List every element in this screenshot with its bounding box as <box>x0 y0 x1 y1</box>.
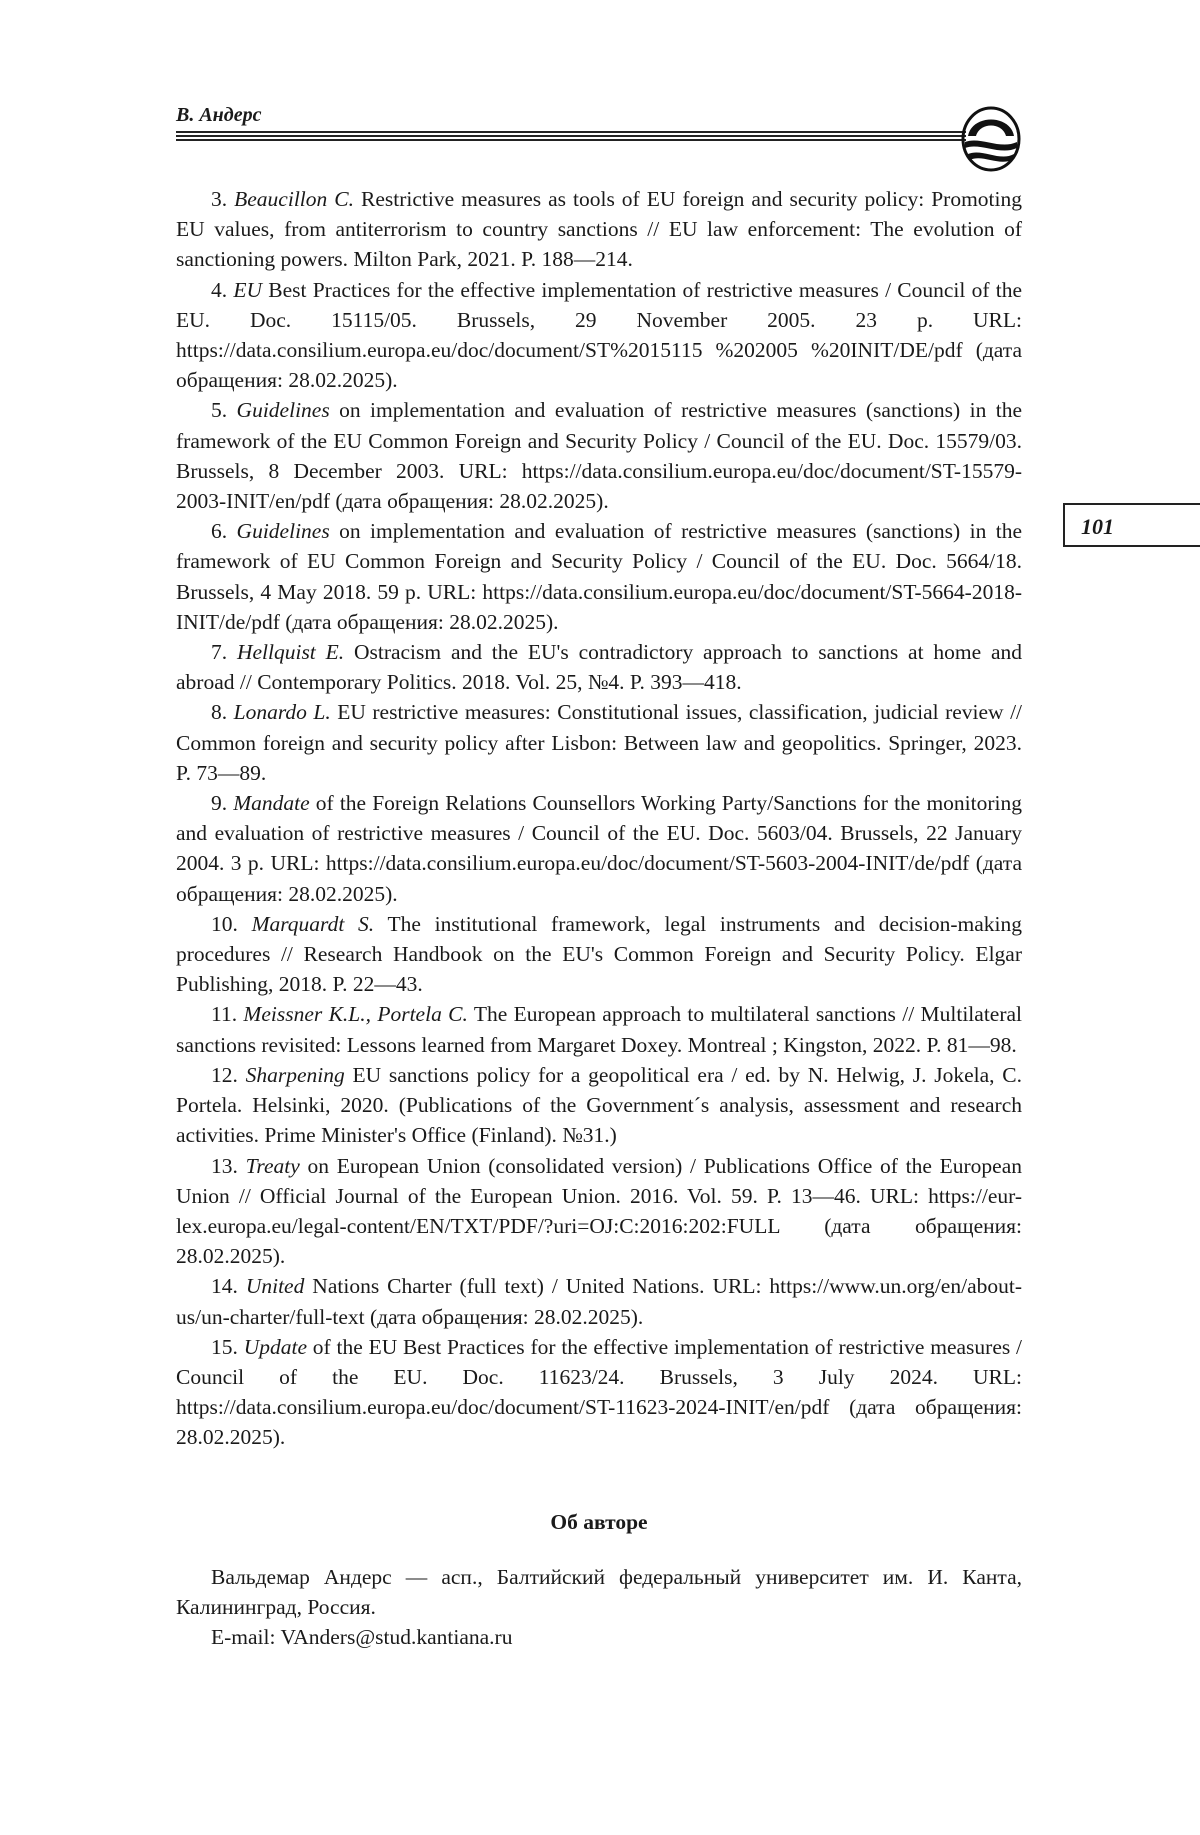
reference-item <box>176 395 1022 516</box>
reference-author: Lonardo L. <box>233 700 331 725</box>
about-author <box>176 1562 1022 1653</box>
reference-author: Hellquist E. <box>236 640 345 665</box>
reference-text: on implementation and evaluation of restrictive measures (sanctions) in the framework of EU Common Foreign and Security Policy / Council of the EU. Doc. 5664/18. Brussels, 4 May 2018. 59 p. URL: https://data.consilium.europa.eu/doc/document/ST-5664-2018-INIT/de/pdf (дата обращения: 28.02.2025). <box>176 519 1023 634</box>
reference-list <box>176 184 1022 1453</box>
reference-author: United <box>245 1274 305 1299</box>
reference-text: The European approach to multilateral sanctions // Multilateral sanctions revisited: Lessons learned from Margaret Doxey. Montreal ; Kingston, 2022. P. 81—98. <box>176 1002 1023 1057</box>
reference-item <box>176 788 1022 909</box>
reference-number: 3. <box>211 187 228 211</box>
reference-text: Nations Charter (full text) / United Nations. URL: https://www.un.org/en/about-us/un-charter/full-text (дата обращения: 28.02.2025). <box>176 1274 1023 1329</box>
reference-author: Beaucillon C. <box>234 187 354 211</box>
reference-author: EU <box>233 277 263 302</box>
reference-item <box>176 909 1022 1000</box>
author-email: E-mail: VAnders@stud.kantiana.ru <box>211 1625 513 1650</box>
reference-item <box>176 1151 1022 1272</box>
reference-item <box>176 637 1022 697</box>
reference-number: 8. <box>211 700 228 725</box>
reference-item <box>176 516 1022 637</box>
reference-number: 5. <box>211 398 228 423</box>
reference-number: 6. <box>211 519 228 544</box>
reference-text: Best Practices for the effective implementation of restrictive measures / Council of the EU. Doc. 15115/05. Brussels, 29 November 2005. 23 p. URL: https://data.consilium.europa.eu/doc/document/ST%2015115 %202005 %20INIT/DE/pdf (дата обращения: 28.02.2025). <box>176 277 1022 393</box>
reference-item <box>176 999 1022 1059</box>
reference-text: The institutional framework, legal instruments and decision-making procedures // Research Handbook on the EU's Common Foreign and Security Policy. Elgar Publishing, 2018. P. 22—43. <box>176 911 1023 997</box>
reference-text: of the Foreign Relations Counsellors Working Party/Sanctions for the monitoring and evaluation of restrictive measures / Council of the EU. Doc. 5603/04. Brussels, 22 January 2004. 3 p. URL: https://data.consilium.europa.eu/doc/document/ST-5603-2004-INIT/de/pdf (дата обращения: 28.02.2025). <box>176 791 1023 906</box>
about-author-heading: Об авторе <box>550 1510 648 1534</box>
reference-author: Update <box>243 1334 307 1359</box>
reference-author: Meissner K.L., Portela C. <box>243 1002 468 1027</box>
reference-number: 10. <box>211 911 238 936</box>
reference-text: on European Union (consolidated version) / Publications Office of the European Union // Official Journal of the European Union. 2016. Vol. 59. P. 13—46. URL: https://eur-lex.europa.eu/legal-content/EN/TXT/PDF/?uri=OJ:C:2016:202:FULL (дата обращения: 28.02.2025). <box>176 1153 1022 1269</box>
reference-number: 7. <box>211 640 228 665</box>
page-number: 101 <box>1081 514 1114 539</box>
reference-number: 12. <box>211 1062 238 1087</box>
reference-item <box>176 1332 1022 1453</box>
reference-number: 11. <box>211 1002 238 1027</box>
author-info: Вальдемар Андерс — асп., Балтийский федеральный университет им. И. Канта, Калининград, Россия. <box>176 1565 1022 1620</box>
header-rule <box>176 131 966 133</box>
reference-number: 4. <box>211 277 228 302</box>
reference-author: Sharpening <box>245 1062 345 1087</box>
header-rule <box>176 135 966 137</box>
reference-text: of the EU Best Practices for the effective implementation of restrictive measures / Council of the EU. Doc. 11623/24. Brussels, 3 July 2024. URL: https://data.consilium.europa.eu/doc/document/ST-11623-2024-INIT/en/pdf (дата обращения: 28.02.2025). <box>176 1334 1023 1450</box>
running-header-author: В. Андерс <box>176 104 262 126</box>
reference-text: EU sanctions policy for a geopolitical era / ed. by N. Helwig, J. Jokela, C. Portela. Helsinki, 2020. (Publications of the Government´s analysis, assessment and research activities. Prime Minister's Office (Finland). №31.) <box>176 1062 1022 1148</box>
reference-text: Restrictive measures as tools of EU foreign and security policy: Promoting EU values, from antiterrorism to country sanctions // EU law enforcement: The evolution of sanctioning powers. Milton Park, 2021. P. 188—214. <box>176 187 1023 272</box>
reference-text: Ostracism and the EU's contradictory approach to sanctions at home and abroad // Contemporary Politics. 2018. Vol. 25, №4. P. 393—418. <box>176 640 1023 695</box>
reference-number: 13. <box>211 1153 238 1178</box>
reference-item <box>176 697 1022 788</box>
reference-author: Treaty <box>245 1153 300 1178</box>
reference-item <box>176 275 1022 396</box>
reference-author: Guidelines <box>236 398 330 423</box>
reference-number: 14. <box>211 1274 238 1299</box>
page-number-box <box>1063 503 1200 547</box>
journal-logo-icon <box>960 106 1022 172</box>
reference-author: Guidelines <box>236 519 330 544</box>
reference-author: Mandate <box>233 791 310 816</box>
reference-text: EU restrictive measures: Constitutional issues, classification, judicial review // Common foreign and security policy after Lisbon: Between law and geopolitics. Springer, 2023. P. 73—89. <box>176 700 1023 785</box>
reference-item <box>176 1271 1022 1331</box>
reference-item <box>176 184 1022 275</box>
header-rule <box>176 139 966 141</box>
reference-item <box>176 1060 1022 1151</box>
reference-text: on implementation and evaluation of restrictive measures (sanctions) in the framework of the EU Common Foreign and Security Policy / Council of the EU. Doc. 15579/03. Brussels, 8 December 2003. URL: https://data.consilium.europa.eu/doc/document/ST-15579-2003-INIT/en/pdf (дата обращения: 28.02.2025). <box>176 398 1023 514</box>
reference-author: Marquardt S. <box>251 911 375 936</box>
reference-number: 9. <box>211 791 228 816</box>
reference-number: 15. <box>211 1334 238 1359</box>
